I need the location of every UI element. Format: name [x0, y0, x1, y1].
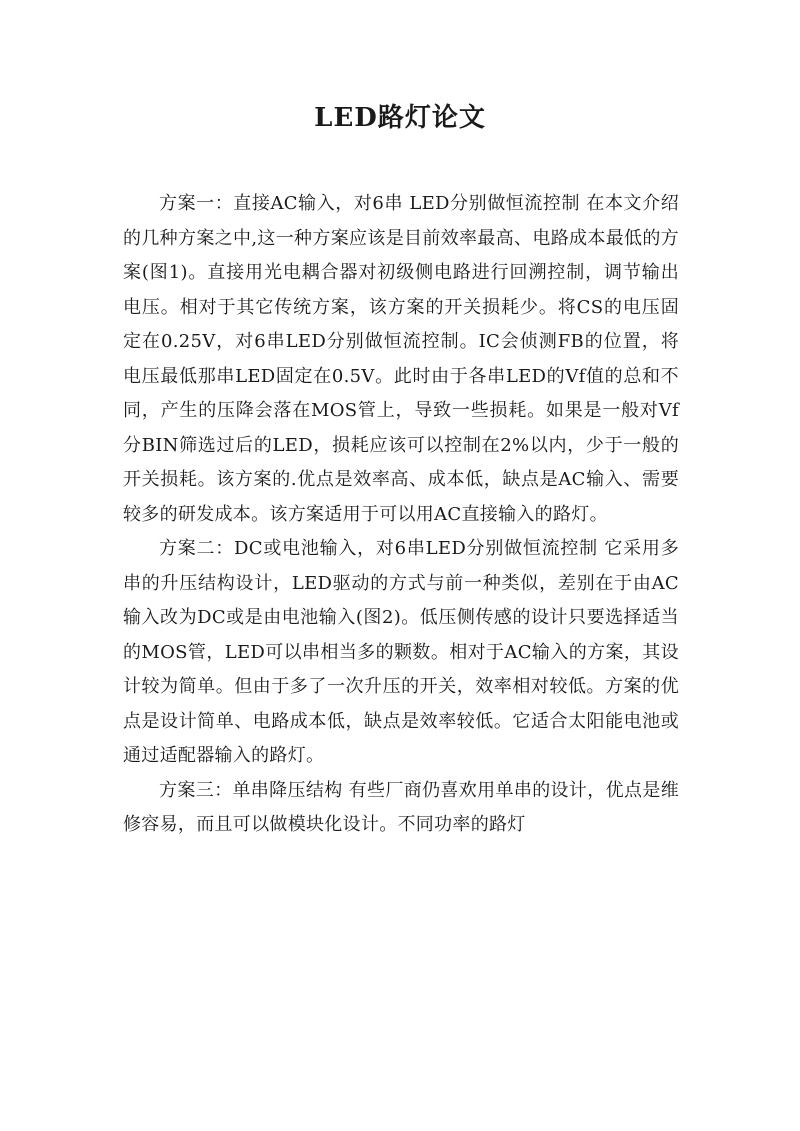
paragraph-scheme-2: 方案二：DC或电池输入，对6串LED分别做恒流控制 它采用多串的升压结构设计，LED驱动的方式与前一种类似，差别在于由AC输入改为DC或是由电池输入(图2)。低压侧传感的设计只要选择适当的MOS管，LED可以串相当多的颗数。相对于AC输入的方案，其设计较为简单。但由于多了一次升压的开关，效率相对较低。方案的优点是设计简单、电路成本低，缺点是效率较低。它适合太阳能电池或通过适配器输入的路灯。: [123, 538, 679, 766]
paragraph-scheme-1: 方案一：直接AC输入，对6串 LED分别做恒流控制 在本文介绍的几种方案之中,这一种方案应该是目前效率最高、电路成本最低的方案(图1)。直接用光电耦合器对初级侧电路进行回溯控制，调节输出电压。相对于其它传统方案，该方案的开关损耗少。将CS的电压固定在0.25V，对6串LED分别做恒流控制。IC会侦测FB的位置，将电压最低那串LED固定在0.5V。此时由于各串LED的Vf值的总和不同，产生的压降会落在MOS管上，导致一些损耗。如果是一般对Vf分BIN筛选过后的LED，损耗应该可以控制在2%以内，少于一般的开关损耗。该方案的.优点是效率高、成本低，缺点是AC输入、需要较多的研发成本。该方案适用于可以用AC直接输入的路灯。: [123, 193, 679, 525]
document-body: [123, 187, 679, 843]
document-title: LED路灯论文: [314, 103, 486, 133]
paragraph-scheme-3: 方案三：单串降压结构 有些厂商仍喜欢用单串的设计，优点是维修容易，而且可以做模块化设计。不同功率的路灯: [123, 779, 679, 835]
